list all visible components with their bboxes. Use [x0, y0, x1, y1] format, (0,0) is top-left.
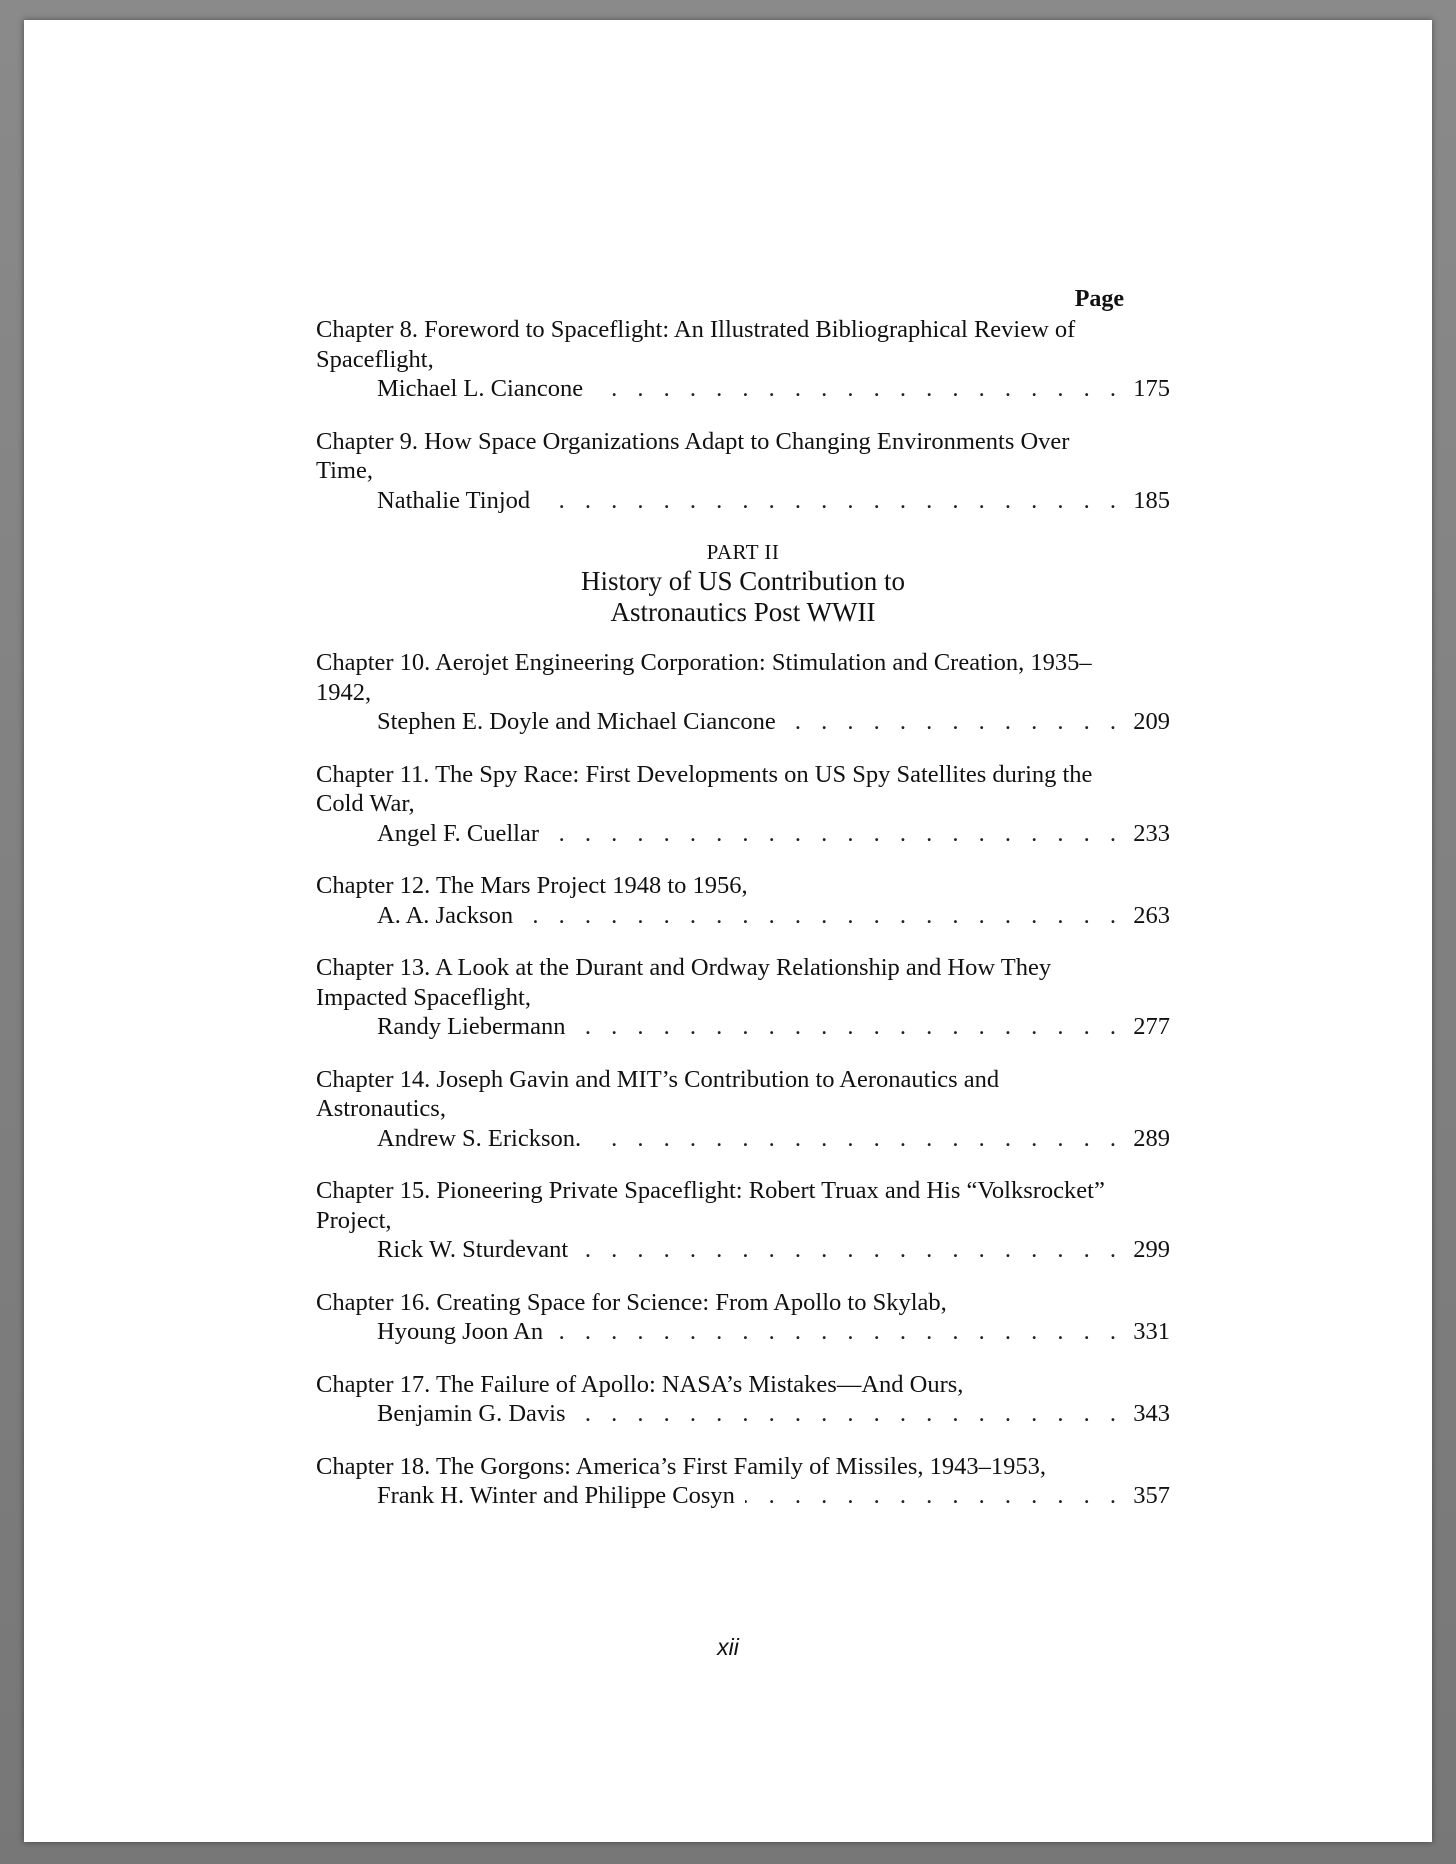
toc-entry-page-number: 263 — [1133, 901, 1170, 929]
table-of-contents — [316, 315, 1170, 1534]
part-title-line-1: History of US Contribution to — [580, 566, 905, 596]
toc-entry-author: Angel F. Cuellar — [377, 819, 540, 847]
dot-leader — [553, 1317, 1116, 1347]
toc-entry-author-line — [316, 1124, 1170, 1154]
toc-entry-author: Hyoung Joon An — [377, 1318, 544, 1345]
dot-leader — [578, 1235, 1116, 1265]
toc-entry[interactable] — [316, 953, 1170, 1042]
toc-entry-author: Stephen E. Doyle and Michael Ciancone — [377, 708, 776, 735]
toc-entry-author-line — [316, 901, 1170, 931]
part-heading — [316, 538, 1170, 628]
toc-entry-title: Chapter 10. Aerojet Engineering Corporation: Stimulation and Creation, 1935–1942, — [316, 649, 1092, 706]
toc-entry-author-line — [316, 486, 1170, 516]
part-title-line-2: Astronautics Post WWII — [610, 597, 876, 627]
toc-entry[interactable] — [316, 1176, 1170, 1265]
toc-entry-page-number: 209 — [1133, 708, 1170, 735]
toc-entry-author-line — [316, 1399, 1170, 1429]
toc-entry-author-line — [316, 374, 1170, 404]
toc-entry-title: Chapter 8. Foreword to Spaceflight: An Illustrated Bibliographical Review of Spaceflight, — [316, 316, 1076, 373]
toc-entry-title: Chapter 16. Creating Space for Science: From Apollo to Skylab, — [316, 1288, 947, 1316]
dot-leader — [786, 707, 1116, 737]
toc-entry[interactable] — [316, 760, 1170, 849]
toc-entry-title: Chapter 18. The Gorgons: America’s First Family of Missiles, 1943–1953, — [316, 1452, 1046, 1480]
toc-entry[interactable] — [316, 1065, 1170, 1154]
toc-entry-title: Chapter 14. Joseph Gavin and MIT’s Contribution to Aeronautics and Astronautics, — [316, 1065, 1000, 1122]
toc-entry-page-number: 343 — [1133, 1400, 1170, 1427]
toc-entry[interactable] — [316, 648, 1170, 737]
toc-entry[interactable] — [316, 1370, 1170, 1429]
toc-entry-author-line — [316, 1317, 1170, 1347]
toc-entry-author: Nathalie Tinjod — [377, 486, 531, 514]
toc-entry-author-line — [316, 1235, 1170, 1265]
dot-leader — [745, 1481, 1116, 1511]
dot-leader — [591, 1124, 1116, 1154]
toc-entry[interactable] — [316, 1452, 1170, 1511]
toc-entry-title: Chapter 13. A Look at the Durant and Ordway Relationship and How They Impacted Spaceflight, — [316, 954, 1052, 1011]
toc-entry-page-number: 277 — [1133, 1013, 1170, 1040]
dot-leader — [575, 1012, 1116, 1042]
toc-section-part-ii — [316, 648, 1170, 1511]
toc-entry-title: Chapter 9. How Space Organizations Adapt to Changing Environments Over Time, — [316, 427, 1070, 484]
toc-entry[interactable] — [316, 871, 1170, 930]
toc-entry-author: Benjamin G. Davis — [377, 1400, 566, 1427]
toc-entry[interactable] — [316, 315, 1170, 404]
document-page — [24, 20, 1432, 1842]
toc-entry-title: Chapter 12. The Mars Project 1948 to 1956, — [316, 872, 748, 899]
toc-entry-author: Andrew S. Erickson. — [377, 1124, 582, 1152]
dot-leader — [549, 819, 1116, 849]
toc-entry-author: Randy Liebermann — [377, 1013, 566, 1040]
toc-entry-title: Chapter 11. The Spy Race: First Developments on US Spy Satellites during the Cold War, — [316, 760, 1093, 817]
toc-entry-title: Chapter 17. The Failure of Apollo: NASA’s Mistakes—And Ours, — [316, 1370, 964, 1398]
toc-entry-page-number: 175 — [1133, 375, 1170, 402]
toc-entry-author-line — [316, 1012, 1170, 1042]
dot-leader — [540, 486, 1116, 516]
toc-entry[interactable] — [316, 427, 1170, 516]
toc-entry-page-number: 331 — [1133, 1318, 1170, 1345]
toc-entry-author: Rick W. Sturdevant — [377, 1236, 569, 1263]
toc-entry-title: Chapter 15. Pioneering Private Spaceflight: Robert Truax and His “Volksrocket” Project, — [316, 1177, 1105, 1234]
toc-entry-page-number: 299 — [1133, 1236, 1170, 1263]
toc-entry[interactable] — [316, 1288, 1170, 1347]
page-folio: xii — [717, 1634, 739, 1660]
toc-entry-page-number: 289 — [1133, 1124, 1170, 1152]
toc-section-part-i-continued — [316, 315, 1170, 515]
toc-entry-author-line — [316, 707, 1170, 737]
toc-entry-author: A. A. Jackson — [377, 901, 514, 929]
dot-leader — [523, 901, 1116, 931]
dot-leader — [593, 374, 1116, 404]
toc-entry-page-number: 185 — [1133, 486, 1170, 514]
toc-entry-page-number: 357 — [1133, 1482, 1170, 1509]
toc-entry-author-line — [316, 1481, 1170, 1511]
page-column-heading: Page — [1074, 286, 1124, 312]
toc-entry-page-number: 233 — [1133, 819, 1170, 847]
dot-leader — [576, 1399, 1117, 1429]
toc-entry-author: Frank H. Winter and Philippe Cosyn — [377, 1482, 735, 1509]
part-label: PART II — [706, 540, 780, 564]
toc-entry-author: Michael L. Ciancone — [377, 375, 584, 402]
toc-entry-author-line — [316, 819, 1170, 849]
